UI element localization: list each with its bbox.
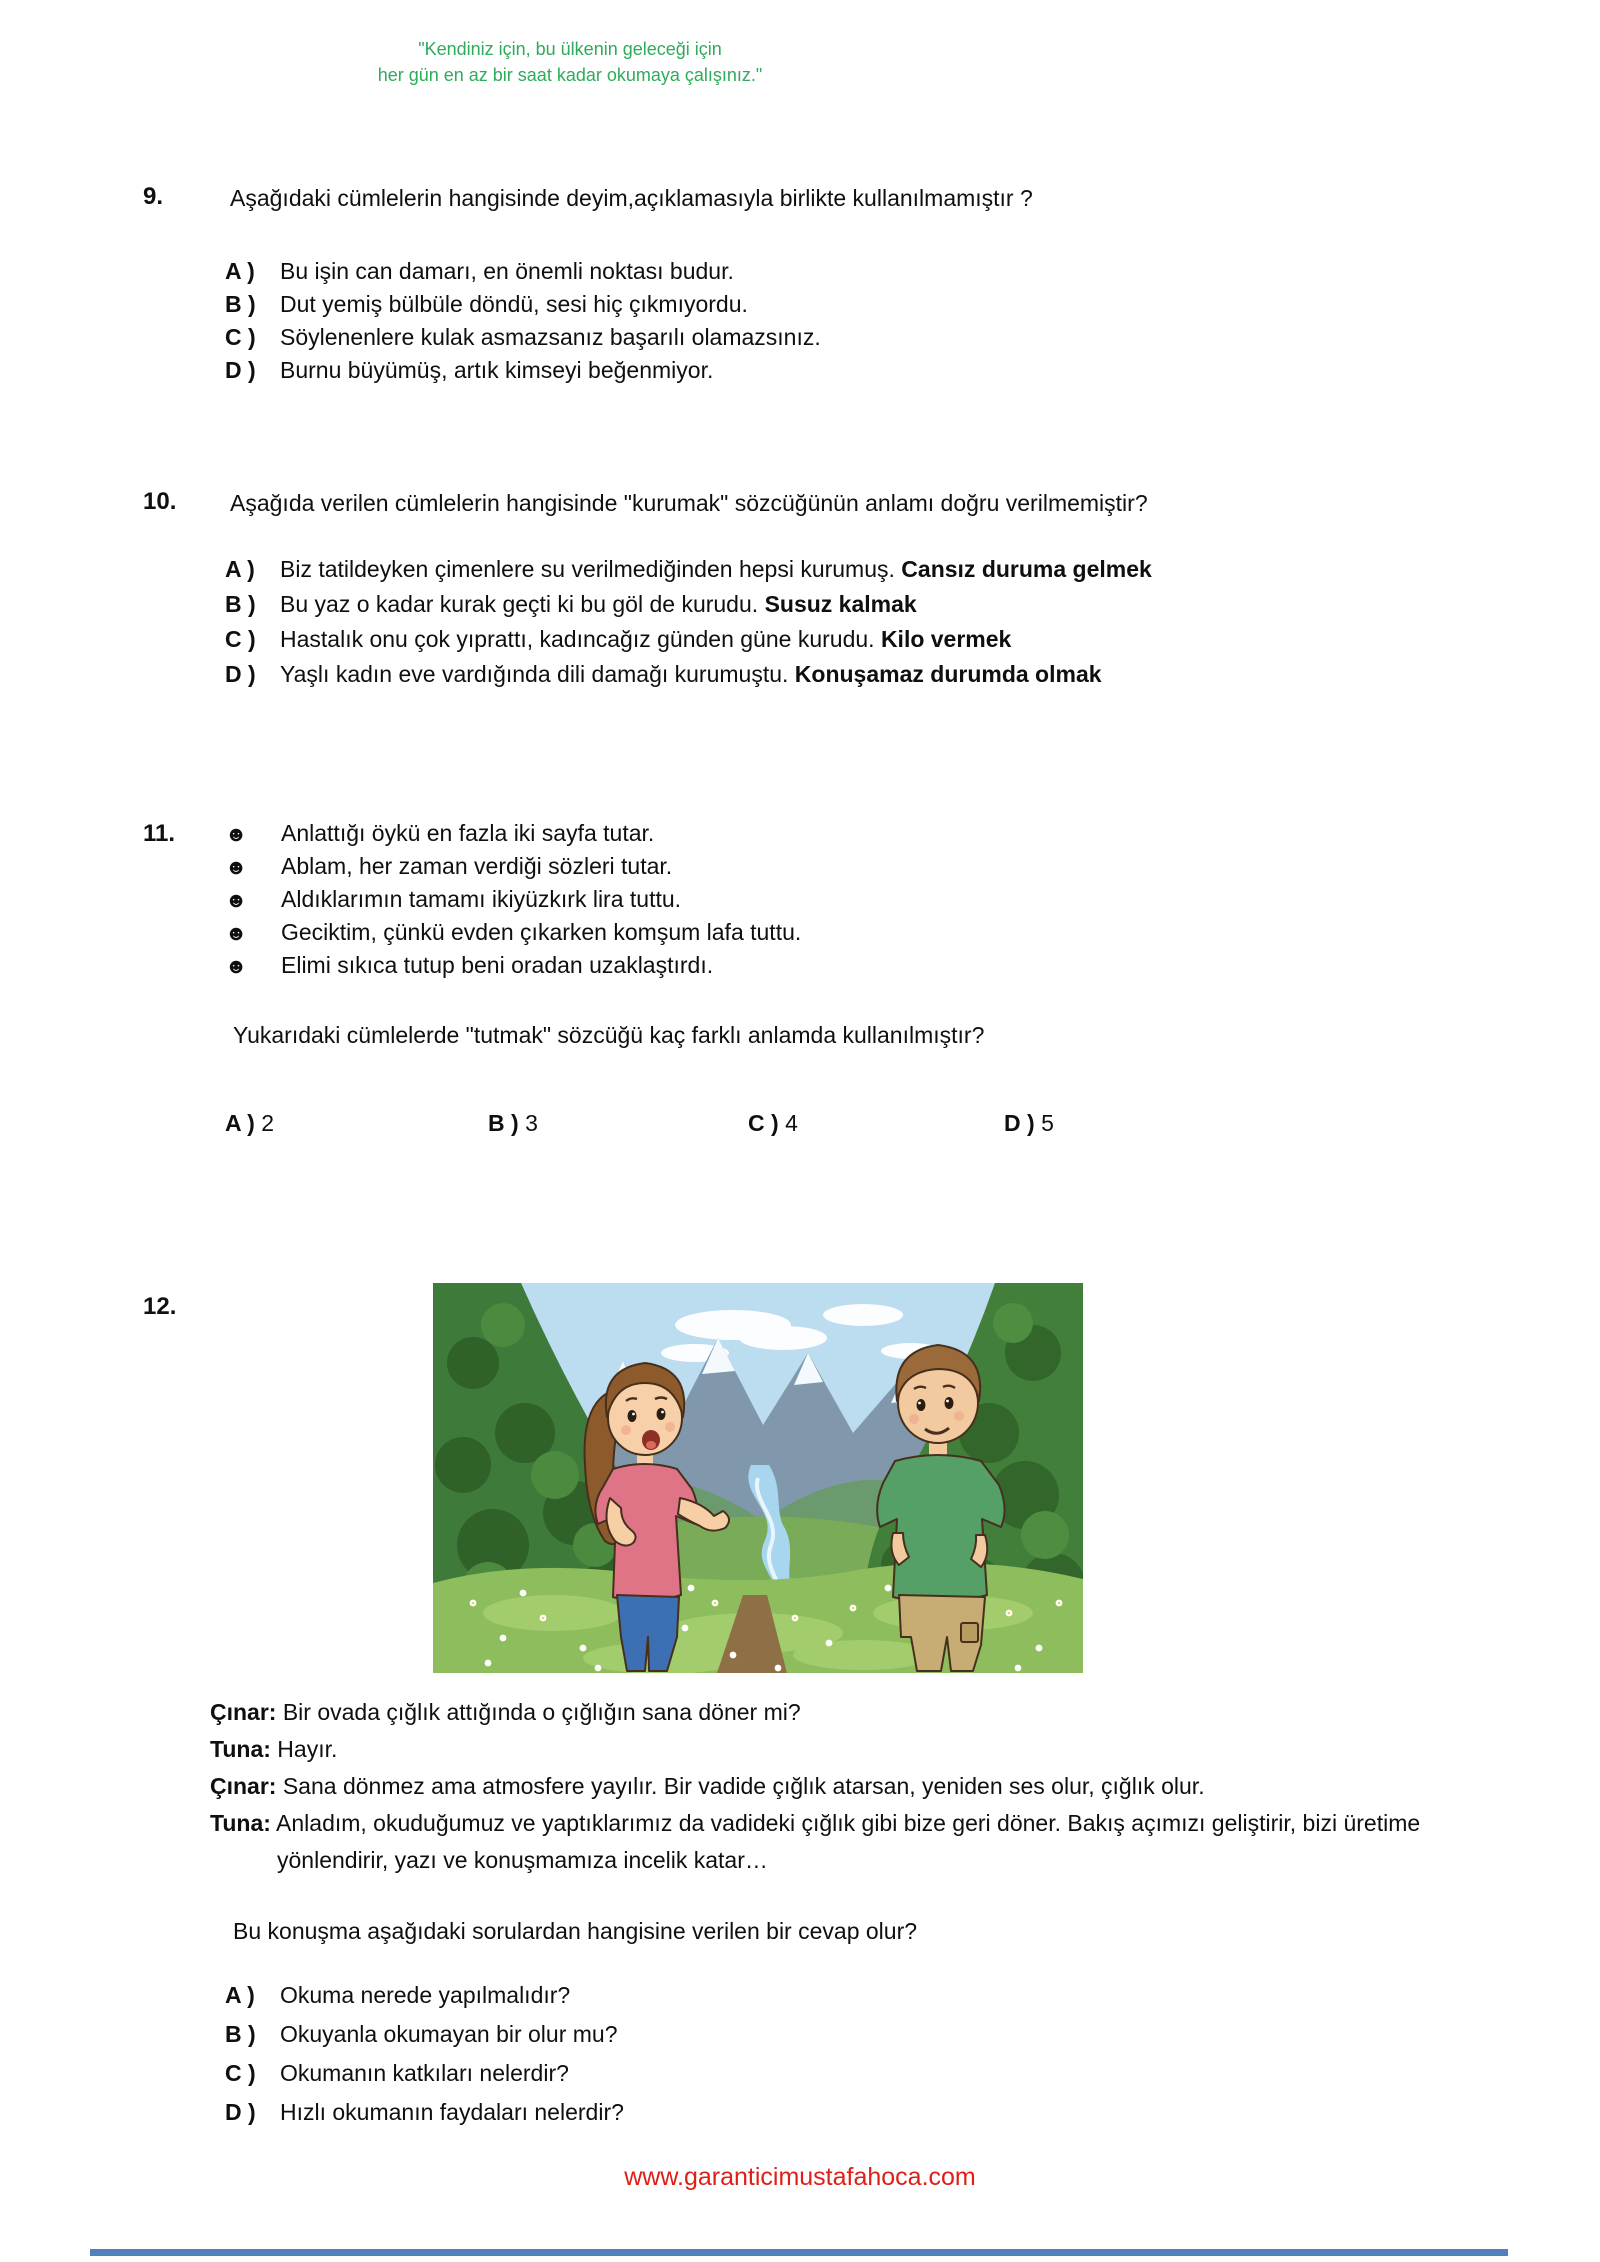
- option-letter: A ): [225, 258, 255, 284]
- option-letter: D ): [1004, 1110, 1035, 1136]
- question-11-option-b: [488, 1110, 538, 1137]
- option-text: Hızlı okumanın faydaları nelerdir?: [280, 2099, 624, 2125]
- question-11-sentence-2: [225, 853, 672, 880]
- question-12-illustration: [433, 1283, 1083, 1673]
- option-letter: B ): [225, 291, 256, 317]
- dialogue-line: [210, 1805, 1467, 1879]
- option-letter: C ): [225, 2060, 256, 2086]
- option-text: Okuma nerede yapılmalıdır?: [280, 1982, 571, 2008]
- option-text: Okuyanla okumayan bir olur mu?: [280, 2021, 618, 2047]
- option-text: Bu yaz o kadar kurak geçti ki bu göl de kurudu.: [280, 591, 765, 617]
- question-11-sentence-1: [225, 820, 654, 847]
- option-letter: D ): [225, 661, 256, 687]
- option-text: Söylenenlere kulak asmazsanız başarılı olamazsınız.: [280, 324, 821, 350]
- valley-scene: [433, 1283, 1083, 1673]
- question-12-dialogue: [210, 1694, 1580, 1879]
- question-12-option-c: [225, 2060, 569, 2087]
- dialogue-text: Hayır.: [277, 1736, 338, 1762]
- dialogue-text: Bir ovada çığlık attığında o çığlığın sana döner mi?: [282, 1699, 801, 1725]
- option-text: 2: [261, 1110, 274, 1136]
- question-11-sentence-5: [225, 952, 713, 979]
- dialogue-line: [210, 1694, 1580, 1731]
- question-9-option-c: [225, 324, 821, 351]
- smiley-bullet-icon: ☻: [225, 856, 248, 879]
- question-11-text: Yukarıdaki cümlelerde "tutmak" sözcüğü kaç farklı anlamda kullanılmıştır?: [233, 1022, 985, 1048]
- question-9-option-d: [225, 357, 713, 384]
- question-10-option-a: [225, 556, 1152, 583]
- option-text: 4: [785, 1110, 798, 1136]
- option-meaning: Cansız duruma gelmek: [901, 556, 1152, 582]
- sentence-text: Geciktim, çünkü evden çıkarken komşum lafa tuttu.: [281, 919, 802, 945]
- option-text: Burnu büyümüş, artık kimseyi beğenmiyor.: [280, 357, 714, 383]
- dialogue-text: Sana dönmez ama atmosfere yayılır. Bir vadide çığlık atarsan, yeniden ses olur, çığlık olur.: [282, 1773, 1205, 1799]
- option-letter: C ): [225, 626, 256, 652]
- footer-blue-bar: [90, 2249, 1508, 2256]
- speaker-name: Tuna:: [210, 1736, 271, 1762]
- question-10-option-c: [225, 626, 1011, 653]
- speaker-name: Tuna:: [210, 1810, 271, 1836]
- sentence-text: Aldıklarımın tamamı ikiyüzkırk lira tuttu.: [281, 886, 682, 912]
- motto-line-1: "Kendiniz için, bu ülkenin geleceği için: [418, 39, 722, 59]
- question-9-text: Aşağıdaki cümlelerin hangisinde deyim,açıklamasıyla birlikte kullanılmamıştır ?: [230, 185, 1033, 211]
- option-letter: B ): [225, 591, 256, 617]
- dialogue-line: [210, 1731, 1580, 1768]
- question-12-number: 12.: [143, 1293, 177, 1320]
- option-meaning: Kilo vermek: [880, 626, 1012, 652]
- question-12-option-d: [225, 2099, 624, 2126]
- option-letter: A ): [225, 1110, 255, 1136]
- option-text: Bu işin can damarı, en önemli noktası budur.: [280, 258, 734, 284]
- option-text: 5: [1041, 1110, 1054, 1136]
- option-letter: C ): [748, 1110, 779, 1136]
- smiley-bullet-icon: ☻: [225, 922, 248, 945]
- sentence-text: Elimi sıkıca tutup beni oradan uzaklaştırdı.: [281, 952, 714, 978]
- question-10-number: 10.: [143, 488, 177, 515]
- option-text: Dut yemiş bülbüle döndü, sesi hiç çıkmıyordu.: [280, 291, 748, 317]
- motto-header: [70, 36, 1070, 88]
- sentence-text: Anlattığı öykü en fazla iki sayfa tutar.: [281, 820, 655, 846]
- question-10-option-d: [225, 661, 1102, 688]
- option-letter: B ): [488, 1110, 519, 1136]
- option-text: Biz tatildeyken çimenlere su verilmediğinden hepsi kurumuş.: [280, 556, 902, 582]
- smiley-bullet-icon: ☻: [225, 823, 248, 846]
- question-10-text: Aşağıda verilen cümlelerin hangisinde "kurumak" sözcüğünün anlamı doğru verilmemiştir?: [230, 490, 1148, 516]
- question-10-option-b: [225, 591, 917, 618]
- question-12-option-b: [225, 2021, 618, 2048]
- dialogue-text: Anladım, okuduğumuz ve yaptıklarımız da vadideki çığlık gibi bize geri döner. Bakış açımızı geliştirir, bizi üretime yönlendirir, yazı ve konuşmamıza incelik katar…: [276, 1810, 1421, 1873]
- speaker-name: Çınar:: [210, 1699, 277, 1725]
- sentence-text: Ablam, her zaman verdiği sözleri tutar.: [281, 853, 673, 879]
- question-11-option-d: [1004, 1110, 1054, 1137]
- option-text: Okumanın katkıları nelerdir?: [280, 2060, 569, 2086]
- speaker-name: Çınar:: [210, 1773, 277, 1799]
- option-text: Yaşlı kadın eve vardığında dili damağı kurumuştu.: [280, 661, 795, 687]
- smiley-bullet-icon: ☻: [225, 889, 248, 912]
- option-letter: B ): [225, 2021, 256, 2047]
- option-meaning: Konuşamaz durumda olmak: [794, 661, 1102, 687]
- option-letter: A ): [225, 556, 255, 582]
- option-letter: D ): [225, 357, 256, 383]
- question-9-number: 9.: [143, 183, 164, 210]
- question-11-number: 11.: [143, 820, 176, 847]
- question-9-option-a: [225, 258, 734, 285]
- option-letter: A ): [225, 1982, 255, 2008]
- option-meaning: Susuz kalmak: [764, 591, 917, 617]
- option-text: Hastalık onu çok yıprattı, kadıncağız günden güne kurudu.: [280, 626, 881, 652]
- question-11-sentence-3: [225, 886, 681, 913]
- option-letter: D ): [225, 2099, 256, 2125]
- footer-website-url: www.garanticimustafahoca.com: [624, 2163, 976, 2191]
- smiley-bullet-icon: ☻: [225, 955, 248, 978]
- question-11-option-c: [748, 1110, 798, 1137]
- option-text: 3: [525, 1110, 538, 1136]
- dialogue-line: [210, 1768, 1580, 1805]
- question-11-sentence-4: [225, 919, 801, 946]
- question-12-text: Bu konuşma aşağıdaki sorulardan hangisine verilen bir cevap olur?: [233, 1918, 918, 1944]
- question-9-option-b: [225, 291, 748, 318]
- option-letter: C ): [225, 324, 256, 350]
- question-12-option-a: [225, 1982, 570, 2009]
- motto-line-2: her gün en az bir saat kadar okumaya çalışınız.": [377, 65, 763, 85]
- question-11-option-a: [225, 1110, 274, 1137]
